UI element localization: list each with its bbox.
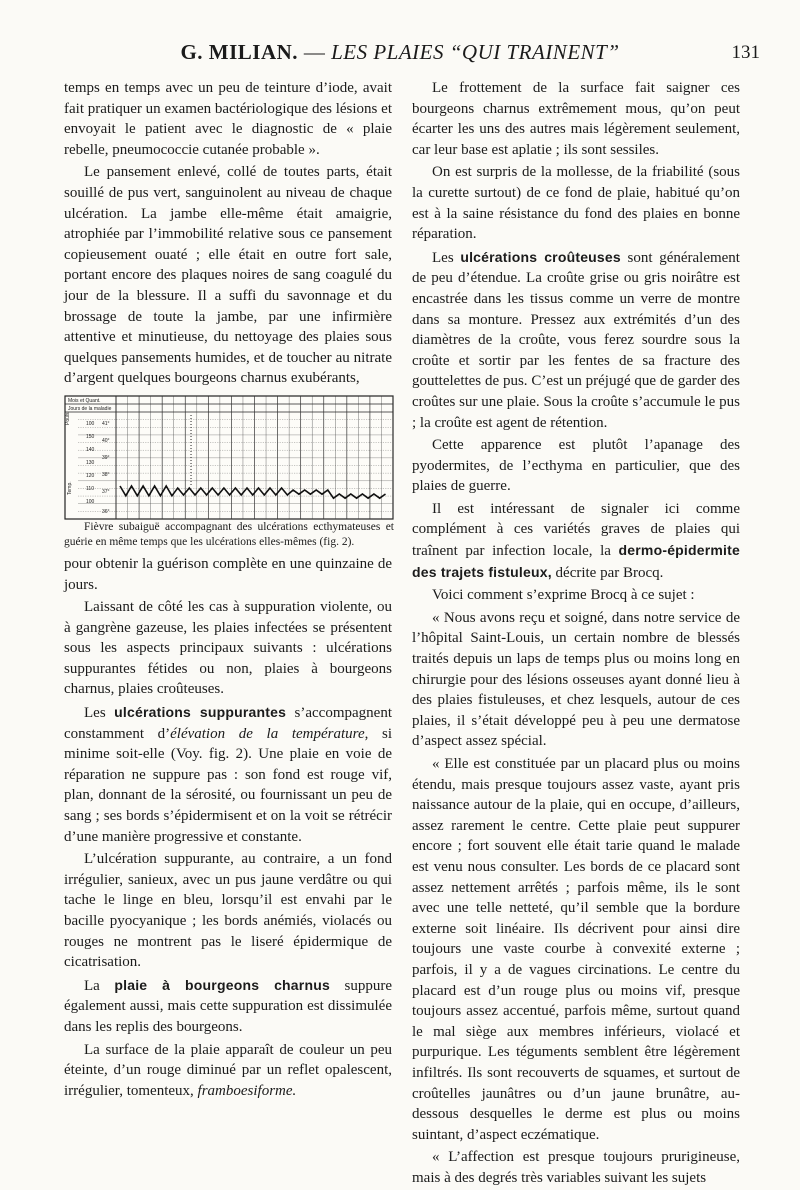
text-run: La surface de la plaie apparaît de couleur un peu éteinte, d’un rouge diminué par un reflet opalescent, irrégulier, tomenteux, <box>64 1041 392 1099</box>
row-label: 110 <box>86 485 94 492</box>
emphasis: élévation de la température <box>170 725 365 742</box>
row-label: Pouls <box>65 412 71 425</box>
running-header <box>40 40 760 68</box>
row-label: 38° <box>102 471 110 478</box>
paragraph <box>64 1040 392 1102</box>
text-run: Les <box>84 705 115 722</box>
row-label: 140 <box>86 446 95 453</box>
row-label: 100 <box>86 420 95 427</box>
figure-caption: Fièvre subaiguë accompagnant des ulcérations ecthymateuses et guérie en même temps que les ulcérations elles-mêmes (fig. 2). <box>64 520 394 548</box>
paragraph <box>412 499 740 583</box>
row-label: 37° <box>102 488 110 495</box>
text-run: Les <box>432 249 461 266</box>
text-run: , si minime soit-elle (Voy. fig. 2). Une plaie en voie de réparation ne suppure pas : son fond est rouge vif, plan, donnant de la sérosité, ou fournissant un peu de sang ; ses bords s’épidermisent et on la voit se rétrécir d’une manière progressive et constante. <box>64 725 393 845</box>
row-label: 39° <box>102 454 110 461</box>
paragraph <box>412 247 740 433</box>
running-title <box>40 40 760 65</box>
page-number: 131 <box>731 42 760 63</box>
row-label: Temp. <box>67 481 73 495</box>
text-run: suppure également aussi, mais cette suppuration est dissimulée dans les replis des bourgeons. <box>64 977 392 1035</box>
row-label: 100 <box>86 498 95 505</box>
paragraph: Laissant de côté les cas à suppuration violente, ou à gangrène gazeuse, les plaies infectées se présentent sous les aspects principaux suivants : ulcérations suppurantes fétides ou non, plaies à bourgeons charnus, plaies croûteuses. <box>64 599 392 698</box>
row-label: Jours de la maladie <box>68 405 112 412</box>
row-label: 150 <box>86 433 95 440</box>
text-run: sont généralement de peu d’étendue. La croûte grise ou gris noirâtre est encastrée dans les tissus comme un verre de montre dans sa monture. Pressez aux extrémités d’un des diamètres de la croûte, vous ferez sourdre sous la croûte et sortir par les fentes de sa fracture des gouttelettes de pus. C’est un préjugé que de garder des croûtes sur une plaie. Sous la croûte s’accumule le pus ; la croûte est agent de rétention. <box>412 249 740 431</box>
emphasis: framboesiforme. <box>197 1082 297 1099</box>
row-label: 130 <box>86 459 95 466</box>
paragraph: Voici comment s’exprime Brocq à ce sujet : <box>432 587 695 604</box>
header-author: G. MILIAN. <box>180 40 299 64</box>
text-run: s’accompagnent constamment d’ <box>64 705 392 742</box>
header-title: LES PLAIES “QUI TRAINENT” <box>331 40 620 64</box>
text-run: Il est intéressant de signaler ici comme complément à ces variétés graves de plaies qui traînent par infection locale, la <box>412 500 740 560</box>
paragraph: Le pansement enlevé, collé de toutes parts, était souillé de pus vert, sanguinolent au niveau de chaque ulcération. La jambe elle-même était amaigrie, atrophiée par l’immobilité relative sous ce pansement copieusement ouaté ; elle était en outre fort sale, portant encore des plaques noires de sang coagulé du jour de la blessure. Il a suffi du savonnage et du brossage de toute la jambe, par une infirmière attentive et minutieuse, du nettoyage des plaies sous quelques pansements humides, et de toucher au nitrate d’argent quelques bourgeons charnus exubérants, <box>64 164 392 387</box>
paragraph: temps en temps avec un peu de teinture d’iode, avait fait pratiquer un examen bactériologique des lésions et envoyait le patient avec le diagnostic de « plaie rebelle, pneumococcie cutanée probable ». <box>64 80 392 158</box>
paragraph <box>64 975 392 1038</box>
paragraph <box>64 702 392 847</box>
term-plaie-bourgeons: plaie à bourgeons charnus <box>114 976 330 993</box>
paragraph: « L’affection est presque toujours prurigineuse, mais à des degrés très variables suivant les sujets <box>412 1149 740 1186</box>
row-label: Mois et Quant. <box>68 397 101 404</box>
paragraph: Cette apparence est plutôt l’apanage des pyodermites, de l’ecthyma en particulier, que des plaies de guerre. <box>412 437 740 495</box>
paragraph: Le frottement de la surface fait saigner ces bourgeons charnus extrêmement mous, qu’on peut écarter les uns des autres mais légèrement seulement, car leur base est aplatie ; ils sont sessiles. <box>412 80 740 158</box>
paragraph: L’ulcération suppurante, au contraire, a un fond irrégulier, sanieux, avec un pus jaune verdâtre ou qui tache le linge en bleu, lorsqu’il est envahi par le bacille pyocyanique ; les bords anémiés, violacés ou rouges ne montrent pas le liseré épidermique de cicatrisation. <box>64 851 392 971</box>
text-run: La <box>84 977 115 994</box>
term-dermo-epidermite: dermo-épidermite des trajets fistuleux, <box>412 542 740 580</box>
paragraph: On est surpris de la mollesse, de la friabilité (sous la curette surtout) de ce fond de plaie, habitué qu’on est à la saine résistance du fond des plaies en bonne réparation. <box>412 164 740 243</box>
term-ulcerations-suppurantes: ulcérations suppurantes <box>114 704 287 721</box>
row-label: 41° <box>102 420 110 427</box>
row-label: 40° <box>102 437 110 444</box>
fever-chart <box>64 395 394 520</box>
text-run: décrite par Brocq. <box>551 564 664 581</box>
chart-frame <box>65 396 393 519</box>
fever-chart-figure <box>64 395 394 550</box>
paragraph: « Nous avons reçu et soigné, dans notre service de l’hôpital Saint-Louis, un certain nombre de blessés traités depuis un laps de temps plus ou moins long en chirurgie pour des lésions osseuses ayant donné lieu à des plaies fistuleuses, et chez lesquels, autour de ces plaies, il s’était développé peu à peu une dermatose d’aspect assez spécial. <box>412 609 740 750</box>
row-label: 36° <box>102 508 110 515</box>
paragraph: « Elle est constituée par un placard plus ou moins étendu, mais presque toujours assez vaste, ayant pris naissance autour de la plaie, qui en occupe, d’ailleurs, assez rarement le centre. Cette plaie peut suppurer encore ; fort souvent elle était tarie quand le malade est venu nous consulter. Les bords de ce placard sont assez nettement arrêtés ; parfois même, ils le sont avec une telle netteté, qu’il semble que la bordure externe soit linéaire. Ils décrivent pour ainsi dire toujours une vaste courbe à convexité externe ; parfois, il y a de vagues circinations. Le centre du placard est d’un rouge plus ou moins vif, presque toujours assez accentué, parfois même, surtout quand le mal siège aux membres inférieurs, violacé et purpurique. Les téguments semblent être légèrement infiltrés. Ils sont recouverts de squames, et surtout de croûtelles jaunâtres ou d’un jaune brunâtre, au-dessous desquelles le derme est plus ou moins suintant, d’aspect eczématique. <box>412 756 740 1143</box>
paragraph: pour obtenir la guérison complète en une quinzaine de jours. <box>64 555 392 593</box>
row-label: 120 <box>86 472 95 479</box>
header-separator: — <box>303 40 326 64</box>
right-column <box>412 78 740 1190</box>
left-column <box>64 78 392 1103</box>
term-ulcerations-crouteuses: ulcérations croûteuses <box>460 248 621 265</box>
